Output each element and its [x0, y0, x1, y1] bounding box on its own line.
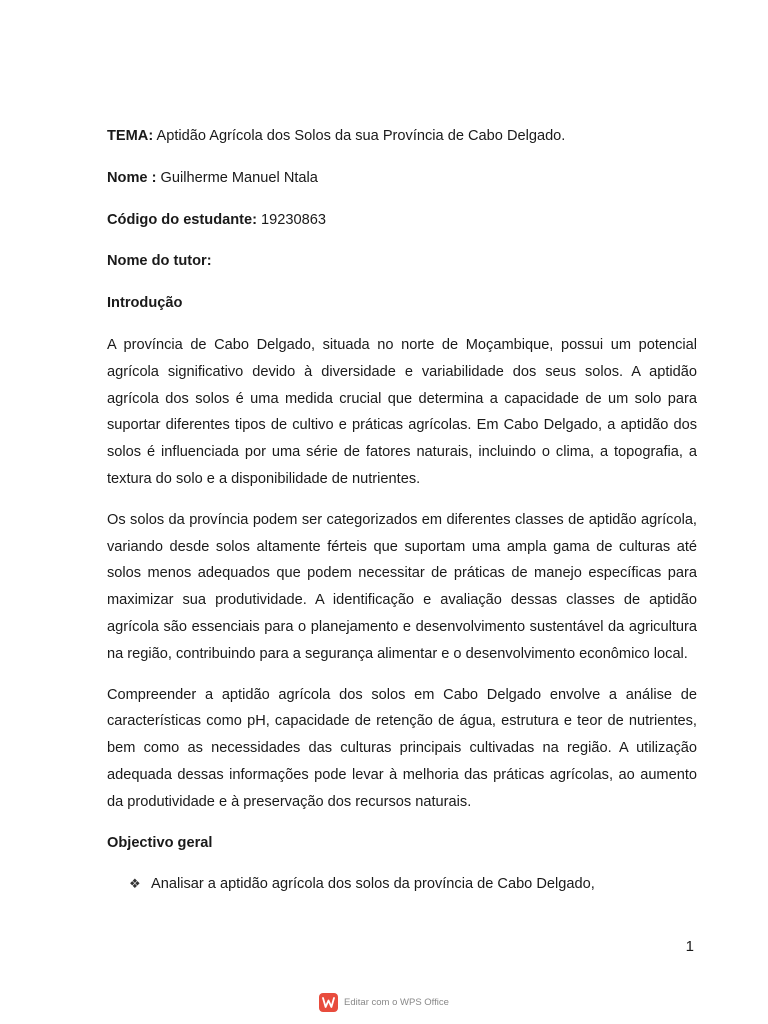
intro-paragraph-2: Os solos da província podem ser categorizados em diferentes classes de aptidão agrícola, variando desde solos altamente férteis que suportam uma ampla gama de culturas até solos menos adequados que podem necessitar de práticas de manejo específicas para maximizar sua produtividade. A identificação e avaliação dessas classes de aptidão agrícola são essenciais para o planejamento e desenvolvimento sustentável da agricultura na região, contribuindo para a segurança alimentar e o desenvolvimento econômico local. — [107, 511, 697, 662]
footer-text: Editar com o WPS Office — [344, 997, 449, 1008]
meta-tema — [107, 123, 697, 150]
meta-tutor-label: Nome do tutor: — [107, 253, 212, 270]
meta-nome-value: Guilherme Manuel Ntala — [156, 169, 318, 186]
list-item-text: Analisar a aptidão agrícola dos solos da província de Cabo Delgado, — [151, 876, 595, 893]
list-item — [129, 871, 697, 898]
wps-office-logo-icon — [319, 993, 338, 1012]
meta-codigo-label: Código do estudante: — [107, 211, 257, 228]
meta-tema-value: Aptidão Agrícola dos Solos da sua Província de Cabo Delgado. — [153, 128, 566, 144]
meta-nome-label: Nome : — [107, 169, 157, 186]
meta-codigo-value: 19230863 — [256, 211, 326, 228]
meta-nome — [107, 165, 697, 192]
objective-heading: Objectivo geral — [107, 834, 213, 851]
intro-paragraph-3: Compreender a aptidão agrícola dos solos em Cabo Delgado envolve a análise de características como pH, capacidade de retenção de água, estrutura e teor de nutrientes, bem como as necessidades das culturas principais cultivadas na região. A utilização adequada dessas informações pode levar à melhoria das práticas agrícolas, ao aumento da produtividade e à preservação dos recursos naturais. — [107, 686, 697, 810]
meta-tutor — [107, 248, 697, 275]
meta-codigo — [107, 207, 697, 234]
meta-tema-label: TEMA: — [107, 128, 154, 144]
intro-heading: Introdução — [107, 295, 183, 312]
wps-footer[interactable] — [0, 993, 768, 1012]
diamond-bullet-icon: ❖ — [129, 876, 141, 892]
objective-list — [107, 871, 697, 898]
document-body — [107, 123, 697, 898]
page-number: 1 — [685, 938, 694, 955]
intro-paragraph-1: A província de Cabo Delgado, situada no norte de Moçambique, possui um potencial agrícola significativo devido à diversidade e variabilidade dos seus solos. A aptidão agrícola dos solos é uma medida crucial que determina a capacidade de um solo para suportar diferentes tipos de cultivo e práticas agrícolas. Em Cabo Delgado, a aptidão dos solos é influenciada por uma série de fatores naturais, incluindo o clima, a topografia, a textura do solo e a disponibilidade de nutrientes. — [107, 336, 697, 487]
